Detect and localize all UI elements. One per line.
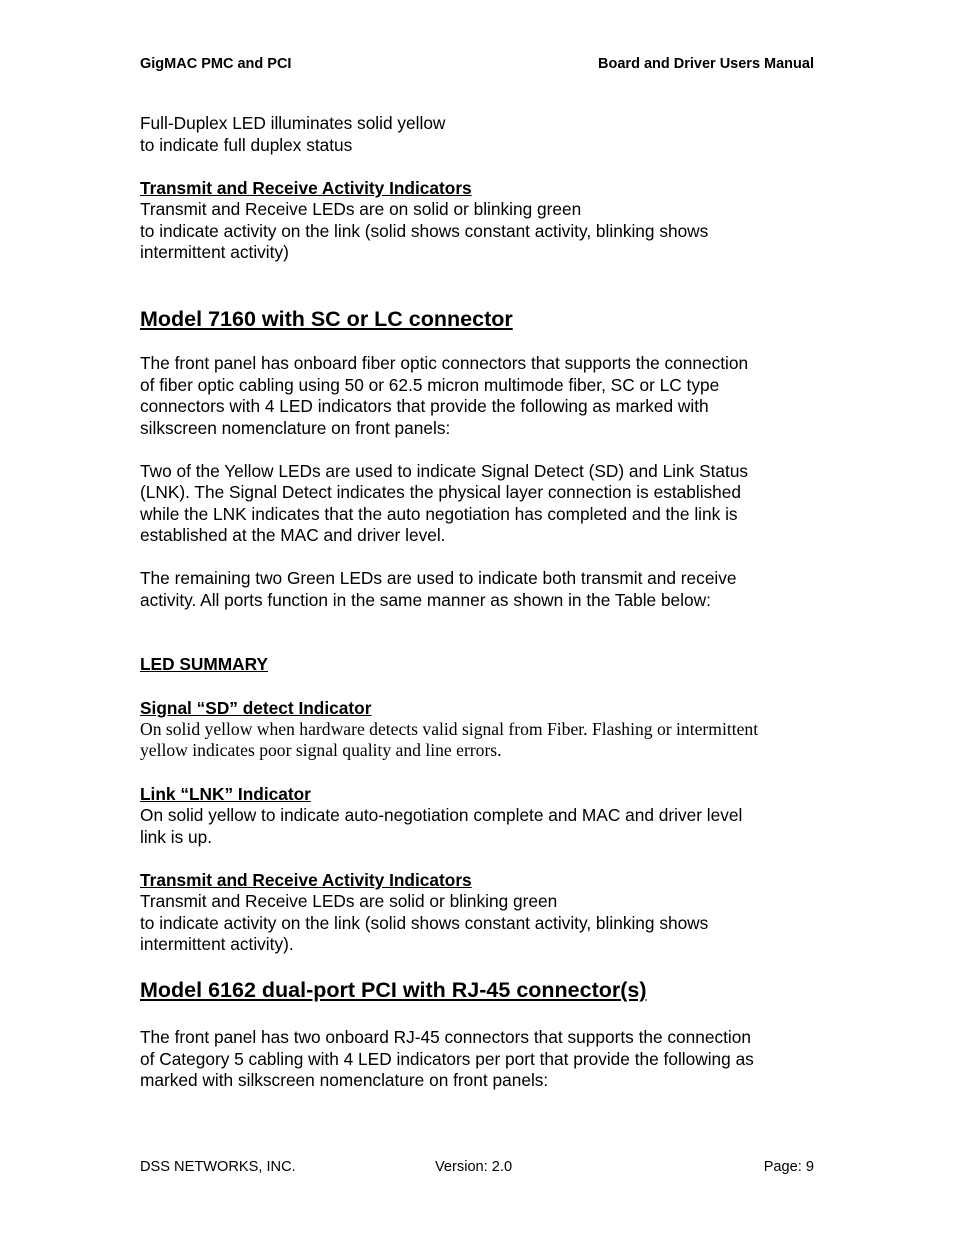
intro-line: Full-Duplex LED illuminates solid yellow [140, 113, 446, 133]
activity-line: to indicate activity on the link (solid shows constant activity, blinking shows [140, 221, 709, 241]
paragraph-line: connectors with 4 LED indicators that provide the following as marked with [140, 396, 709, 416]
intro-line: to indicate full duplex status [140, 135, 353, 155]
activity-line: Transmit and Receive LEDs are on solid or blinking green [140, 199, 582, 219]
activity-line: to indicate activity on the link (solid shows constant activity, blinking shows [140, 913, 709, 933]
paragraph-line: activity. All ports function in the same manner as shown in the Table below: [140, 590, 711, 610]
activity-line: Transmit and Receive LEDs are solid or blinking green [140, 891, 558, 911]
link-indicator-line: On solid yellow to indicate auto-negotiation complete and MAC and driver level [140, 805, 743, 825]
paragraph-line: (LNK). The Signal Detect indicates the physical layer connection is established [140, 482, 742, 502]
footer-company: DSS NETWORKS, INC. [140, 1159, 296, 1175]
paragraph-line: marked with silkscreen nomenclature on front panels: [140, 1070, 549, 1090]
footer-version: Version: 2.0 [435, 1159, 513, 1175]
link-indicator-heading: Link “LNK” Indicator [140, 784, 311, 804]
paragraph-line: of Category 5 cabling with 4 LED indicators per port that provide the following as [140, 1049, 754, 1069]
paragraph-line: silkscreen nomenclature on front panels: [140, 418, 451, 438]
activity-line: intermittent activity) [140, 242, 289, 262]
header-manual-title: Board and Driver Users Manual [598, 56, 814, 72]
section-title-model-7160: Model 7160 with SC or LC connector [140, 307, 513, 331]
section-title-model-6162: Model 6162 dual-port PCI with RJ-45 connector(s) [140, 978, 647, 1002]
paragraph-line: of fiber optic cabling using 50 or 62.5 micron multimode fiber, SC or LC type [140, 375, 720, 395]
paragraph-line: Two of the Yellow LEDs are used to indicate Signal Detect (SD) and Link Status [140, 461, 749, 481]
paragraph-line: established at the MAC and driver level. [140, 525, 446, 545]
signal-detect-line: yellow indicates poor signal quality and line errors. [140, 740, 502, 760]
signal-detect-line: On solid yellow when hardware detects valid signal from Fiber. Flashing or intermittent [140, 719, 759, 739]
paragraph-line: The front panel has onboard fiber optic connectors that supports the connection [140, 353, 749, 373]
header-document-title: GigMAC PMC and PCI [140, 56, 292, 72]
link-indicator-line: link is up. [140, 827, 213, 847]
led-summary-heading: LED SUMMARY [140, 654, 269, 674]
activity-heading-1: Transmit and Receive Activity Indicators [140, 178, 472, 198]
paragraph-line: while the LNK indicates that the auto negotiation has completed and the link is [140, 504, 738, 524]
activity-heading-2: Transmit and Receive Activity Indicators [140, 870, 472, 890]
activity-line: intermittent activity). [140, 934, 294, 954]
footer-page-number: Page: 9 [763, 1159, 814, 1175]
signal-detect-heading: Signal “SD” detect Indicator [140, 698, 372, 718]
paragraph-line: The front panel has two onboard RJ-45 connectors that supports the connection [140, 1027, 751, 1047]
paragraph-line: The remaining two Green LEDs are used to indicate both transmit and receive [140, 568, 737, 588]
